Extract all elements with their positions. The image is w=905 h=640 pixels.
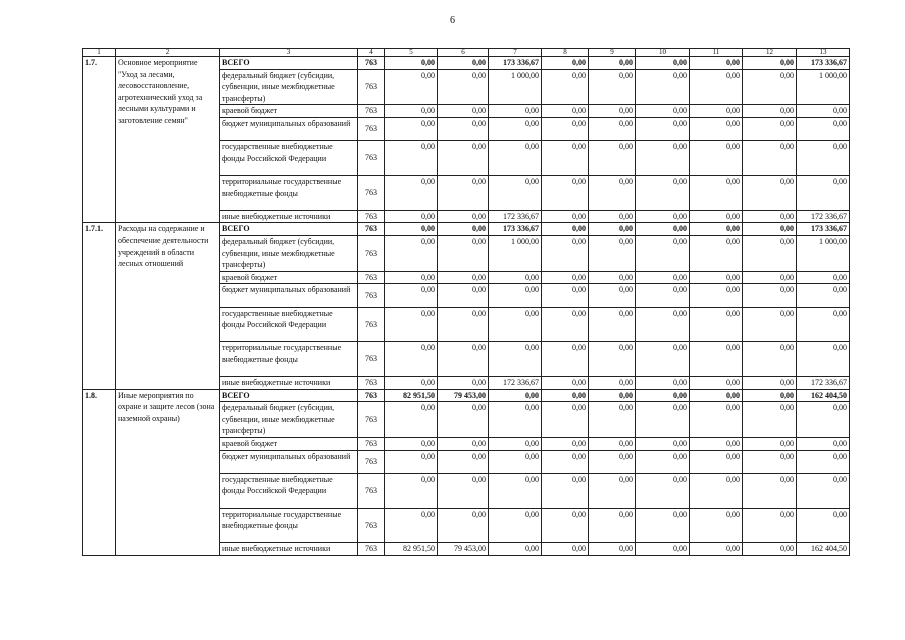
amount-cell: 173 336,67: [489, 223, 542, 236]
amount-cell: 0,00: [690, 284, 743, 307]
amount-cell: 0,00: [743, 377, 797, 390]
amount-cell: 0,00: [743, 508, 797, 543]
amount-cell: 0,00: [636, 450, 690, 473]
budget-code: 763: [358, 223, 385, 236]
budget-code: 763: [358, 342, 385, 377]
amount-cell: 0,00: [797, 284, 850, 307]
amount-cell: 0,00: [589, 307, 636, 342]
amount-cell: 0,00: [542, 141, 589, 176]
table-row: [83, 223, 850, 236]
amount-cell: 0,00: [743, 284, 797, 307]
amount-cell: 0,00: [438, 508, 489, 543]
budget-code: 763: [358, 438, 385, 451]
amount-cell: 0,00: [438, 307, 489, 342]
amount-cell: 0,00: [489, 473, 542, 508]
amount-cell: 0,00: [690, 175, 743, 210]
budget-code: 763: [358, 389, 385, 402]
amount-cell: 0,00: [636, 438, 690, 451]
section-number: 1.7.1.: [83, 223, 116, 389]
funding-source: федеральный бюджет (субсидии, субвенции, иные межбюджетные трансферты): [220, 402, 358, 438]
funding-source: иные внебюджетные источники: [220, 210, 358, 223]
amount-cell: 0,00: [797, 105, 850, 118]
section-name: Расходы на содержание и обеспечение деятельности учреждений в области лесных отношений: [116, 223, 220, 389]
amount-cell: 79 453,00: [438, 389, 489, 402]
funding-source: государственные внебюджетные фонды Российской Федерации: [220, 141, 358, 176]
amount-cell: 1 000,00: [489, 235, 542, 271]
amount-cell: 0,00: [589, 543, 636, 556]
amount-cell: 0,00: [438, 69, 489, 105]
table-row: [83, 389, 850, 402]
amount-cell: 0,00: [542, 438, 589, 451]
amount-cell: 0,00: [797, 342, 850, 377]
amount-cell: 0,00: [385, 473, 438, 508]
amount-cell: 0,00: [589, 389, 636, 402]
budget-code: 763: [358, 210, 385, 223]
budget-code: 763: [358, 402, 385, 438]
funding-source: государственные внебюджетные фонды Российской Федерации: [220, 307, 358, 342]
funding-source: краевой бюджет: [220, 105, 358, 118]
amount-cell: 0,00: [385, 69, 438, 105]
amount-cell: 0,00: [690, 508, 743, 543]
column-header-row: [83, 49, 850, 57]
amount-cell: 0,00: [690, 105, 743, 118]
amount-cell: 0,00: [589, 210, 636, 223]
amount-cell: 0,00: [743, 69, 797, 105]
amount-cell: 0,00: [438, 105, 489, 118]
amount-cell: 0,00: [385, 438, 438, 451]
amount-cell: 0,00: [743, 473, 797, 508]
amount-cell: 0,00: [438, 57, 489, 70]
amount-cell: 0,00: [489, 175, 542, 210]
funding-source: ВСЕГО: [220, 389, 358, 402]
funding-source: ВСЕГО: [220, 57, 358, 70]
funding-source: краевой бюджет: [220, 438, 358, 451]
amount-cell: 0,00: [589, 117, 636, 140]
amount-cell: 0,00: [589, 450, 636, 473]
amount-cell: 0,00: [589, 105, 636, 118]
column-header: 12: [743, 49, 797, 57]
amount-cell: 0,00: [589, 342, 636, 377]
amount-cell: 0,00: [489, 307, 542, 342]
amount-cell: 0,00: [542, 105, 589, 118]
budget-code: 763: [358, 377, 385, 390]
amount-cell: 0,00: [438, 223, 489, 236]
budget-code: 763: [358, 175, 385, 210]
amount-cell: 0,00: [542, 69, 589, 105]
amount-cell: 0,00: [797, 141, 850, 176]
column-header: 6: [438, 49, 489, 57]
amount-cell: 0,00: [542, 284, 589, 307]
budget-code: 763: [358, 141, 385, 176]
funding-source: иные внебюджетные источники: [220, 377, 358, 390]
amount-cell: 0,00: [589, 438, 636, 451]
amount-cell: 173 336,67: [797, 223, 850, 236]
amount-cell: 0,00: [438, 210, 489, 223]
amount-cell: 0,00: [438, 141, 489, 176]
amount-cell: 0,00: [797, 508, 850, 543]
column-header: 11: [690, 49, 743, 57]
amount-cell: 0,00: [636, 307, 690, 342]
budget-code: 763: [358, 69, 385, 105]
amount-cell: 172 336,67: [489, 210, 542, 223]
budget-code: 763: [358, 543, 385, 556]
section-number: 1.7.: [83, 57, 116, 223]
amount-cell: 0,00: [489, 105, 542, 118]
budget-code: 763: [358, 473, 385, 508]
amount-cell: 0,00: [636, 377, 690, 390]
amount-cell: 0,00: [489, 284, 542, 307]
column-header: 4: [358, 49, 385, 57]
amount-cell: 0,00: [542, 271, 589, 284]
amount-cell: 0,00: [636, 271, 690, 284]
amount-cell: 79 453,00: [438, 543, 489, 556]
funding-source: территориальные государственные внебюджетные фонды: [220, 342, 358, 377]
amount-cell: 0,00: [542, 450, 589, 473]
amount-cell: 0,00: [438, 271, 489, 284]
amount-cell: 0,00: [489, 271, 542, 284]
amount-cell: 0,00: [385, 284, 438, 307]
amount-cell: 0,00: [542, 117, 589, 140]
amount-cell: 0,00: [636, 223, 690, 236]
amount-cell: 0,00: [589, 508, 636, 543]
amount-cell: 162 404,50: [797, 389, 850, 402]
amount-cell: 0,00: [690, 543, 743, 556]
amount-cell: 0,00: [542, 235, 589, 271]
section-name: Основное мероприятие "Уход за лесами, лесовосстановление, агротехнический уход за лесными культурами и заготовление семян": [116, 57, 220, 223]
amount-cell: 0,00: [743, 271, 797, 284]
funding-source: федеральный бюджет (субсидии, субвенции, иные межбюджетные трансферты): [220, 69, 358, 105]
amount-cell: 0,00: [385, 175, 438, 210]
amount-cell: 1 000,00: [489, 69, 542, 105]
column-header: 3: [220, 49, 358, 57]
funding-source: территориальные государственные внебюджетные фонды: [220, 508, 358, 543]
amount-cell: 0,00: [589, 284, 636, 307]
amount-cell: 0,00: [690, 69, 743, 105]
amount-cell: 0,00: [743, 223, 797, 236]
budget-code: 763: [358, 117, 385, 140]
amount-cell: 0,00: [690, 402, 743, 438]
amount-cell: 0,00: [690, 377, 743, 390]
amount-cell: 172 336,67: [489, 377, 542, 390]
amount-cell: 173 336,67: [797, 57, 850, 70]
funding-source: бюджет муниципальных образований: [220, 117, 358, 140]
amount-cell: 1 000,00: [797, 69, 850, 105]
amount-cell: 0,00: [589, 223, 636, 236]
amount-cell: 0,00: [743, 342, 797, 377]
amount-cell: 162 404,50: [797, 543, 850, 556]
amount-cell: 0,00: [489, 389, 542, 402]
funding-source: краевой бюджет: [220, 271, 358, 284]
amount-cell: 0,00: [489, 402, 542, 438]
amount-cell: 0,00: [743, 307, 797, 342]
column-header: 13: [797, 49, 850, 57]
budget-code: 763: [358, 235, 385, 271]
amount-cell: 0,00: [797, 117, 850, 140]
amount-cell: 0,00: [743, 117, 797, 140]
amount-cell: 0,00: [385, 105, 438, 118]
amount-cell: 0,00: [385, 508, 438, 543]
column-header: 7: [489, 49, 542, 57]
amount-cell: 0,00: [542, 389, 589, 402]
amount-cell: 0,00: [589, 141, 636, 176]
funding-source: федеральный бюджет (субсидии, субвенции, иные межбюджетные трансферты): [220, 235, 358, 271]
page-number: 6: [450, 15, 455, 26]
funding-source: ВСЕГО: [220, 223, 358, 236]
budget-code: 763: [358, 57, 385, 70]
amount-cell: 82 951,50: [385, 389, 438, 402]
amount-cell: 0,00: [589, 377, 636, 390]
amount-cell: 0,00: [636, 175, 690, 210]
amount-cell: 0,00: [636, 117, 690, 140]
amount-cell: 0,00: [542, 377, 589, 390]
amount-cell: 0,00: [385, 402, 438, 438]
amount-cell: 0,00: [690, 473, 743, 508]
amount-cell: 172 336,67: [797, 210, 850, 223]
amount-cell: 0,00: [636, 57, 690, 70]
budget-code: 763: [358, 508, 385, 543]
table-row: [83, 57, 850, 70]
amount-cell: 0,00: [690, 450, 743, 473]
amount-cell: 0,00: [489, 508, 542, 543]
amount-cell: 0,00: [385, 342, 438, 377]
amount-cell: 0,00: [438, 377, 489, 390]
amount-cell: 0,00: [743, 57, 797, 70]
amount-cell: 0,00: [743, 235, 797, 271]
amount-cell: 0,00: [438, 117, 489, 140]
amount-cell: 0,00: [385, 377, 438, 390]
column-header: 10: [636, 49, 690, 57]
amount-cell: 0,00: [690, 271, 743, 284]
amount-cell: 0,00: [743, 105, 797, 118]
amount-cell: 0,00: [589, 175, 636, 210]
column-header: 9: [589, 49, 636, 57]
amount-cell: 0,00: [636, 389, 690, 402]
column-header: 8: [542, 49, 589, 57]
section-name: Иные мероприятия по охране и защите лесов (зона наземной охраны): [116, 389, 220, 555]
amount-cell: 0,00: [385, 271, 438, 284]
amount-cell: 0,00: [690, 57, 743, 70]
amount-cell: 0,00: [438, 235, 489, 271]
amount-cell: 0,00: [743, 450, 797, 473]
budget-code: 763: [358, 450, 385, 473]
amount-cell: 0,00: [743, 175, 797, 210]
amount-cell: 0,00: [743, 141, 797, 176]
amount-cell: 0,00: [636, 508, 690, 543]
amount-cell: 0,00: [690, 210, 743, 223]
amount-cell: 0,00: [542, 473, 589, 508]
amount-cell: 0,00: [690, 438, 743, 451]
amount-cell: 0,00: [743, 210, 797, 223]
amount-cell: 0,00: [589, 69, 636, 105]
budget-table: [82, 48, 850, 556]
amount-cell: 0,00: [385, 57, 438, 70]
amount-cell: 0,00: [690, 223, 743, 236]
amount-cell: 0,00: [489, 438, 542, 451]
amount-cell: 0,00: [385, 210, 438, 223]
amount-cell: 82 951,50: [385, 543, 438, 556]
amount-cell: 0,00: [438, 402, 489, 438]
amount-cell: 0,00: [489, 141, 542, 176]
amount-cell: 0,00: [385, 117, 438, 140]
budget-code: 763: [358, 105, 385, 118]
amount-cell: 0,00: [690, 307, 743, 342]
amount-cell: 0,00: [385, 307, 438, 342]
amount-cell: 0,00: [385, 223, 438, 236]
amount-cell: 0,00: [438, 284, 489, 307]
amount-cell: 0,00: [636, 69, 690, 105]
amount-cell: 0,00: [743, 389, 797, 402]
amount-cell: 0,00: [636, 284, 690, 307]
amount-cell: 0,00: [636, 543, 690, 556]
amount-cell: 0,00: [690, 235, 743, 271]
amount-cell: 0,00: [690, 389, 743, 402]
amount-cell: 0,00: [438, 473, 489, 508]
funding-source: бюджет муниципальных образований: [220, 450, 358, 473]
table-body: [83, 49, 850, 556]
amount-cell: 0,00: [589, 271, 636, 284]
amount-cell: 0,00: [690, 117, 743, 140]
amount-cell: 0,00: [542, 543, 589, 556]
amount-cell: 0,00: [542, 210, 589, 223]
amount-cell: 0,00: [385, 450, 438, 473]
amount-cell: 0,00: [385, 141, 438, 176]
amount-cell: 0,00: [589, 473, 636, 508]
budget-code: 763: [358, 307, 385, 342]
amount-cell: 172 336,67: [797, 377, 850, 390]
amount-cell: 0,00: [636, 210, 690, 223]
column-header: 2: [116, 49, 220, 57]
amount-cell: 0,00: [743, 402, 797, 438]
amount-cell: 0,00: [385, 235, 438, 271]
amount-cell: 1 000,00: [797, 235, 850, 271]
amount-cell: 0,00: [636, 235, 690, 271]
amount-cell: 0,00: [542, 402, 589, 438]
amount-cell: 0,00: [438, 450, 489, 473]
amount-cell: 0,00: [797, 450, 850, 473]
amount-cell: 0,00: [589, 57, 636, 70]
amount-cell: 0,00: [438, 438, 489, 451]
amount-cell: 0,00: [797, 473, 850, 508]
funding-source: иные внебюджетные источники: [220, 543, 358, 556]
amount-cell: 0,00: [636, 402, 690, 438]
amount-cell: 0,00: [797, 271, 850, 284]
amount-cell: 0,00: [489, 450, 542, 473]
budget-code: 763: [358, 284, 385, 307]
amount-cell: 0,00: [636, 141, 690, 176]
section-number: 1.8.: [83, 389, 116, 555]
amount-cell: 0,00: [542, 342, 589, 377]
amount-cell: 0,00: [797, 307, 850, 342]
amount-cell: 173 336,67: [489, 57, 542, 70]
amount-cell: 0,00: [489, 117, 542, 140]
funding-source: бюджет муниципальных образований: [220, 284, 358, 307]
amount-cell: 0,00: [542, 508, 589, 543]
amount-cell: 0,00: [690, 141, 743, 176]
amount-cell: 0,00: [743, 543, 797, 556]
amount-cell: 0,00: [636, 342, 690, 377]
amount-cell: 0,00: [690, 342, 743, 377]
amount-cell: 0,00: [489, 342, 542, 377]
amount-cell: 0,00: [797, 175, 850, 210]
amount-cell: 0,00: [542, 175, 589, 210]
funding-source: государственные внебюджетные фонды Российской Федерации: [220, 473, 358, 508]
budget-code: 763: [358, 271, 385, 284]
column-header: 5: [385, 49, 438, 57]
amount-cell: 0,00: [542, 307, 589, 342]
amount-cell: 0,00: [542, 57, 589, 70]
amount-cell: 0,00: [797, 402, 850, 438]
amount-cell: 0,00: [743, 438, 797, 451]
amount-cell: 0,00: [589, 235, 636, 271]
amount-cell: 0,00: [542, 223, 589, 236]
column-header: 1: [83, 49, 116, 57]
amount-cell: 0,00: [797, 438, 850, 451]
amount-cell: 0,00: [438, 175, 489, 210]
funding-source: территориальные государственные внебюджетные фонды: [220, 175, 358, 210]
amount-cell: 0,00: [589, 402, 636, 438]
amount-cell: 0,00: [636, 473, 690, 508]
amount-cell: 0,00: [636, 105, 690, 118]
amount-cell: 0,00: [489, 543, 542, 556]
amount-cell: 0,00: [438, 342, 489, 377]
